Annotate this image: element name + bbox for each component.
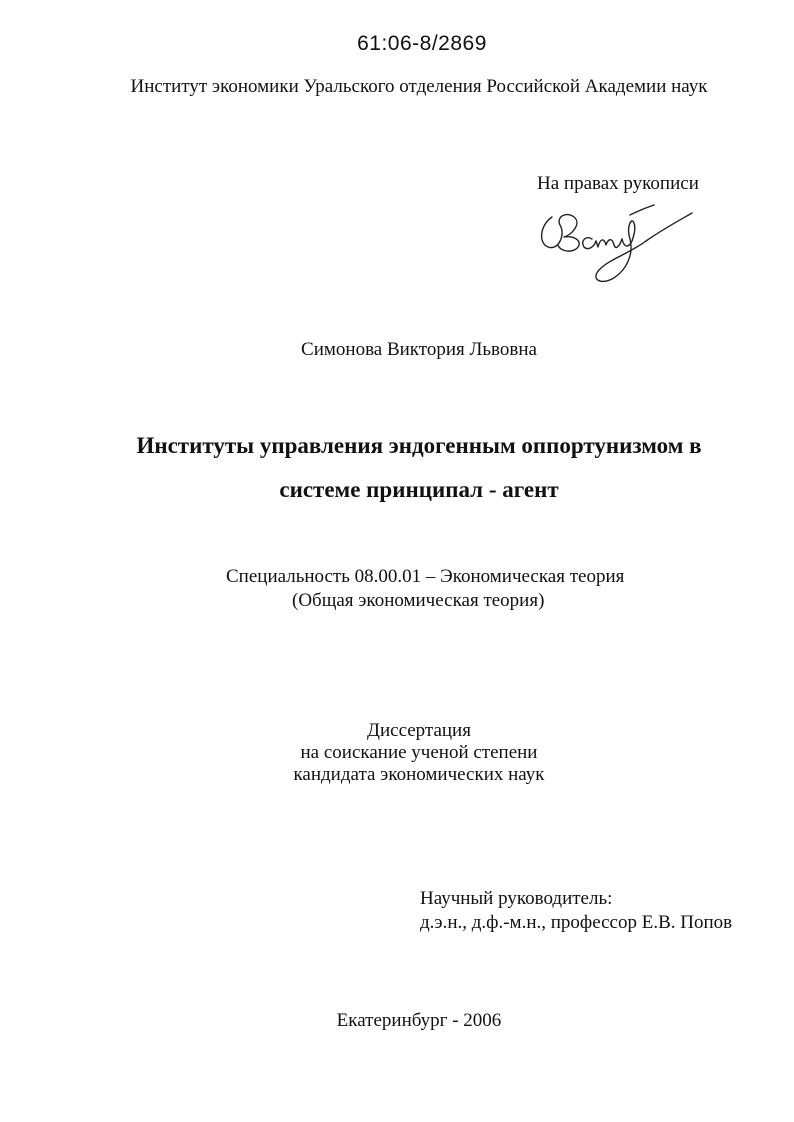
advisor-label: Научный руководитель: [420, 888, 613, 909]
signature-icon [530, 195, 700, 285]
city-year: Екатеринбург - 2006 [336, 1010, 502, 1031]
catalog-number: 61:06-8/2869 [357, 32, 487, 55]
author-name: Симонова Виктория Львовна [301, 339, 537, 360]
dissertation-label: Диссертация [367, 720, 471, 741]
specialty-name: (Общая экономическая теория) [292, 590, 545, 611]
title-line-1: Институты управления эндогенным оппортунизмом в [136, 433, 702, 458]
dissertation-block [0, 720, 794, 786]
dissertation-title [0, 424, 794, 512]
title-line-2: системе принципал - агент [279, 477, 559, 502]
institute-name: Институт экономики Уральского отделения Российской Академии наук [130, 76, 708, 97]
advisor-name: д.э.н., д.ф.-м.н., профессор Е.В. Попов [420, 912, 733, 933]
dissertation-degree: кандидата экономических наук [293, 764, 545, 785]
rights-note: На правах рукописи [537, 173, 699, 194]
specialty-code: Специальность 08.00.01 – Экономическая теория [226, 566, 625, 587]
dissertation-purpose: на соискание ученой степени [300, 742, 538, 763]
